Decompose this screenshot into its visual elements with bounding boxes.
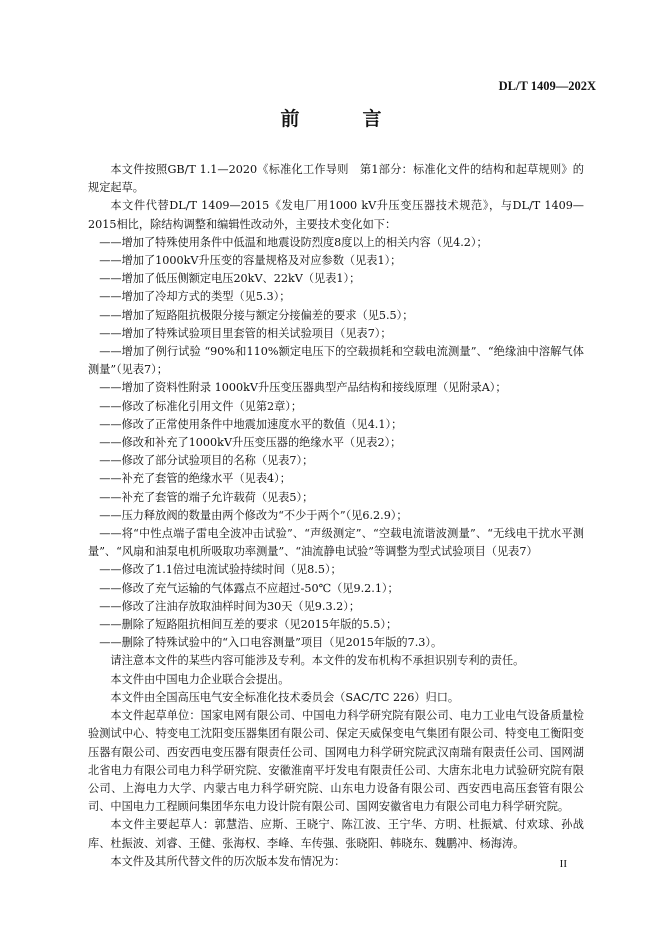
change-item: ——删除了特殊试验中的“入口电容测量”项目（见2015年版的7.3）。 [99, 636, 443, 650]
change-item: ——修改了正常使用条件中地震加速度水平的数值（见4.1）； [99, 417, 403, 431]
paragraph: 本文件起草单位：国家电网有限公司、中国电力科学研究院有限公司、电力工业电气设备质量检验测试中心、特变电工沈阳变压器集团有限公司、保定天威保变电气集团有限公司、特变电工衡阳变压器有限公司、西安西电变压器有限责任公司、国网电力科学研究院武汉南瑞有限责任公司、国网湖北省电力有限公司电力科学研究院、安徽淮南平圩发电有限责任公司、大唐东北电力试验研究院有限公司、上海电力大学、内蒙古电力科学研究院、山东电力设备有限公司、西安西电高压套管有限公司、中国电力工程顾问集团华东电力设计院有限公司、国网安徽省电力有限公司电力科学研究院。 [88, 709, 584, 814]
change-item: ——修改了充气运输的气体露点不应超过-50℃（见9.2.1）； [99, 581, 399, 595]
change-item: ——补充了套管的绝缘水平（见表4）； [99, 472, 291, 486]
foreword-body [88, 161, 584, 871]
page-title: 前 言 [280, 108, 404, 130]
change-item: ——增加了特殊使用条件中低温和地震设防烈度8度以上的相关内容（见4.2）； [99, 235, 488, 249]
paragraph: 本文件主要起草人：郭慧浩、应斯、王晓宁、陈江波、王宁华、方明、杜振斌、付欢球、孙战库、杜振波、刘睿、王健、张海权、李峰、车传强、张晓阳、韩晓东、魏鹏冲、杨海涛。 [88, 818, 584, 850]
change-item: ——修改了标准化引用文件（见第2章）； [99, 399, 303, 413]
change-item: ——压力释放阀的数量由两个修改为“不少于两个”（见6.2.9）； [99, 508, 408, 522]
change-item: ——修改了注油存放取油样时间为30天（见9.3.2）； [99, 599, 361, 613]
change-item: ——修改了部分试验项目的名称（见表7）； [99, 454, 314, 468]
change-item: ——增加了1000kV升压变的容量规格及对应参数（见表1）； [99, 254, 402, 268]
paragraph: 本文件代替DL/T 1409—2015《发电厂用1000 kV升压变压器技术规范》，与DL/T 1409—2015相比，除结构调整和编辑性改动外，主要技术变化如下： [88, 199, 584, 231]
change-item: ——将“中性点端子雷电全波冲击试验”、“声级测定”、“空载电流谐波测量”、“无线电干扰水平测量”、“风扇和油泵电机所吸取功率测量”、“油流静电试验”等调整为型式试验项目（见表7） [88, 527, 584, 559]
change-item: ——增加了例行试验 “90%和110%额定电压下的空载损耗和空载电流测量”、“绝缘油中溶解气体测量”（见表7）； [88, 345, 584, 377]
change-item: ——修改了1.1倍过电流试验持续时间（见8.5）； [99, 563, 342, 577]
change-item: ——增加了冷却方式的类型（见5.3）； [99, 290, 291, 304]
document-code: DL/T 1409—202X [498, 79, 596, 93]
change-item: ——删除了短路阻抗相间互差的要求（见2015年版的5.5）； [99, 618, 398, 632]
paragraph: 本文件由全国高压电气安全标准化技术委员会（SAC/TC 226）归口。 [110, 690, 460, 704]
change-item: ——增加了低压侧额定电压20kV、22kV（见表1）； [99, 272, 361, 286]
change-item: ——补充了套管的端子允许载荷（见表5）； [99, 490, 314, 504]
change-item: ——增加了特殊试验项目里套管的相关试验项目（见表7）； [99, 326, 392, 340]
change-item: ——增加了资料性附录 1000kV升压变压器典型产品结构和接线原理（见附录A）； [99, 381, 507, 395]
paragraph: 本文件及其所代替文件的历次版本发布情况为： [110, 854, 346, 868]
page-number: II [559, 858, 567, 870]
paragraph: 本文件按照GB/T 1.1—2020《标准化工作导则 第1部分：标准化文件的结构和起草规则》的规定起草。 [88, 163, 584, 195]
change-item: ——增加了短路阻抗极限分接与额定分接偏差的要求（见5.5）； [99, 308, 414, 322]
paragraph: 本文件由中国电力企业联合会提出。 [110, 672, 290, 686]
change-item: ——修改和补充了1000kV升压变压器的绝缘水平（见表2）； [99, 436, 402, 450]
paragraph: 请注意本文件的某些内容可能涉及专利。本文件的发布机构不承担识别专利的责任。 [110, 654, 525, 668]
